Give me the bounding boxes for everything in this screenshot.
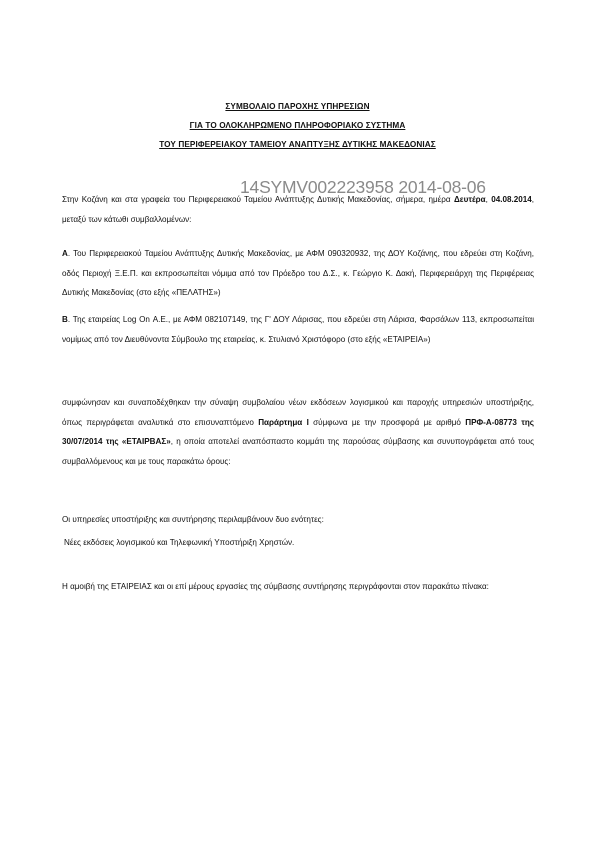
intro-day: Δευτέρα xyxy=(453,195,486,204)
party-a-text: . Του Περιφερειακού Ταμείου Ανάπτυξης Δυτικής Μακεδονίας, με ΑΦΜ 090320932, της ΔΟΥ Κοζάνης, που εδρεύει στη Κοζάνη, οδός Περιοχή Ξ.Ε.Π. και εκπροσωπείται νόμιμα από τον Πρόεδρο του Δ.Σ., κ. Γεώργιο Κ. Δακή, Περιφερειάρχη της Περιφέρειας Δυτικής Μακεδονίας (στο εξής «ΠΕΛΑΤΗΣ») xyxy=(62,249,534,297)
agreement-text-2: σύμφωνα με την προσφορά με αριθμό xyxy=(308,417,466,427)
intro-separator: , xyxy=(485,195,492,204)
registration-stamp: 14SYMV002223958 2014-08-06 xyxy=(240,177,486,197)
contract-title xyxy=(0,97,595,154)
agreement-paragraph xyxy=(62,393,534,471)
fee-paragraph: Η αμοιβή της ΕΤΑΙΡΕΙΑΣ και οι επί μέρους εργασίες της σύμβασης συντήρησης περιγράφονται στον παρακάτω πίνακα: xyxy=(62,582,489,591)
services-intro: Οι υπηρεσίες υποστήριξης και συντήρησης περιλαμβάνουν δυο ενότητες: xyxy=(62,515,324,524)
agreement-text-3: , η οποία αποτελεί αναπόσπαστο κομμάτι της παρούσας σύμβασης και συνυπογράφεται από τους συμβαλλόμενους και με τους παρακάτω όρους: xyxy=(62,437,534,466)
intro-paragraph xyxy=(62,190,534,229)
party-a-paragraph xyxy=(62,244,534,303)
title-line-3: ΤΟΥ ΠΕΡΙΦΕΡΕΙΑΚΟΥ ΤΑΜΕΙΟΥ ΑΝΑΠΤΥΞΗΣ ΔΥΤΙΚΗΣ ΜΑΚΕΔΟΝΙΑΣ xyxy=(159,140,436,149)
title-line-2: ΓΙΑ ΤΟ ΟΛΟΚΛΗΡΩΜΕΝΟ ΠΛΗΡΟΦΟΡΙΑΚΟ ΣΥΣΤΗΜΑ xyxy=(189,121,406,130)
party-b-paragraph xyxy=(62,310,534,349)
intro-text-before: Στην Κοζάνη και στα γραφεία του Περιφερειακού Ταμείου Ανάπτυξης Δυτικής Μακεδονίας, σήμερα, ημέρα xyxy=(62,195,454,204)
intro-date: 04.08.2014 xyxy=(491,195,532,204)
agreement-annex: Παράρτημα Ι xyxy=(258,417,309,427)
intro-text-after: , μεταξύ των κάτωθι συμβαλλομένων: xyxy=(62,195,535,224)
services-list: Νέες εκδόσεις λογισμικού και Τηλεφωνική Υποστήριξη Χρηστών. xyxy=(64,538,295,547)
agreement-text-1: συμφώνησαν και συναποδέχθηκαν την σύναψη συμβολαίου νέων εκδόσεων λογισμικού και παροχής υπηρεσιών υποστήριξης, όπως περιγράφεται αναλυτικά στο επισυναπτόμενο xyxy=(62,398,534,427)
agreement-offer: ΠΡΦ-Α-08773 της 30/07/2014 της «ΕΤΑΙΡΒΑΣ» xyxy=(62,417,534,446)
party-a-label: Α xyxy=(62,249,68,258)
title-line-1: ΣΥΜΒΟΛΑΙΟ ΠΑΡΟΧΗΣ ΥΠΗΡΕΣΙΩΝ xyxy=(225,102,370,111)
party-b-text: . Της εταιρείας Log On Α.Ε., με ΑΦΜ 082107149, της Γ' ΔΟΥ Λάρισας, που εδρεύει στη Λάρισα, Φαρσάλων 113, εκπροσωπείται νομίμως από τον Διευθύνοντα Σύμβουλο της εταιρείας, κ. Στυλιανό Χριστόφορο (στο εξής «ΕΤΑΙΡΕΙΑ») xyxy=(62,315,534,344)
party-b-label: Β xyxy=(62,315,68,324)
